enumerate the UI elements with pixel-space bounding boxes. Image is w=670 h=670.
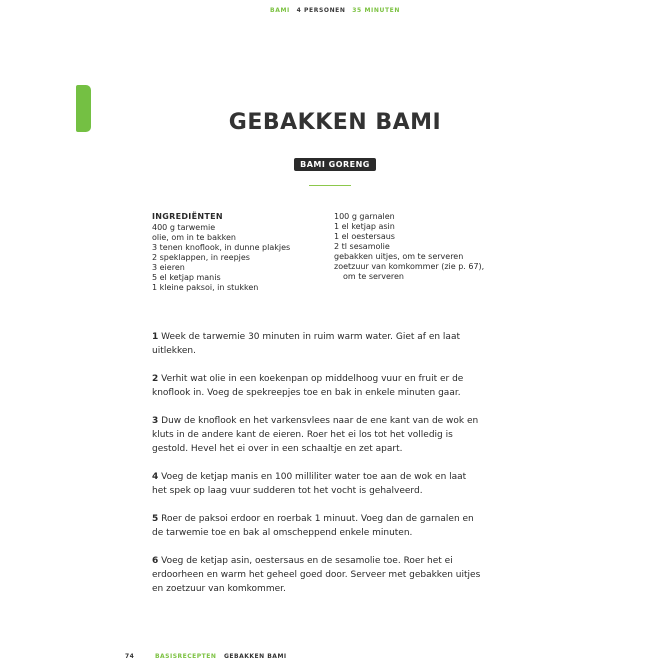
ingredients-heading: INGREDIËNTEN: [152, 212, 223, 221]
step-text: Duw de knoflook en het varkensvlees naar de ene kant van de wok en kluts in de andere kant de eieren. Roer het ei los tot het volledig is gestold. Hevel het ei over in een schaaltje en zet apart.: [152, 416, 479, 454]
step-text: Verhit wat olie in een koekenpan op middelhoog vuur en fruit er de knoflook in. Voeg de spekreepjes toe en bak in enkele minuten gaar.: [152, 374, 464, 398]
method-step: [152, 470, 482, 498]
ingredient-line: 400 g tarwemie: [152, 223, 216, 232]
ingredients-left-column: [152, 212, 332, 293]
step-number: 4: [152, 472, 159, 482]
step-number: 6: [152, 556, 159, 566]
recipe-title: GEBAKKEN BAMI: [228, 110, 442, 135]
method-steps: [152, 321, 482, 610]
subtitle-wrapper: [0, 152, 670, 171]
divider-rule: [309, 185, 351, 186]
ingredient-line: 3 tenen knoflook, in dunne plakjes: [152, 243, 291, 252]
recipe-subtitle-badge: BAMI GORENG: [294, 158, 376, 171]
step-number: 3: [152, 416, 159, 426]
method-step: [152, 512, 482, 540]
step-text: Voeg de ketjap asin, oestersaus en de sesamolie toe. Roer het ei erdoorheen en warm het geheel goed door. Serveer met gebakken uitjes en zoetzuur van komkommer.: [152, 556, 481, 594]
ingredient-line: olie, om in te bakken: [152, 233, 236, 242]
ingredient-line: gebakken uitjes, om te serveren: [334, 252, 464, 261]
ingredient-line: 1 el oestersaus: [334, 232, 395, 241]
footer-recipe: GEBAKKEN BAMI: [223, 653, 287, 660]
ingredient-line: 3 eieren: [152, 263, 185, 272]
header-time: 35 MINUTEN: [352, 7, 400, 14]
ingredient-line: 1 kleine paksoi, in stukken: [152, 283, 259, 292]
step-text: Week de tarwemie 30 minuten in ruim warm water. Giet af en laat uitlekken.: [152, 332, 460, 356]
step-number: 1: [152, 332, 159, 342]
method-step: [152, 330, 482, 358]
step-number: 2: [152, 374, 159, 384]
ingredient-line: 100 g garnalen: [334, 212, 395, 221]
step-text: Roer de paksoi erdoor en roerbak 1 minuut. Voeg dan de garnalen en de tarwemie toe en bak al omscheppend enkele minuten.: [152, 514, 474, 538]
footer-section: BASISRECEPTEN: [154, 653, 217, 660]
ingredient-line: 1 el ketjap asin: [334, 222, 395, 231]
ingredient-line: om te serveren: [343, 272, 404, 281]
ingredient-line: 2 speklappen, in reepjes: [152, 253, 250, 262]
method-step: [152, 554, 482, 596]
page-footer: [125, 653, 287, 660]
running-header: [0, 7, 670, 14]
step-text: Voeg de ketjap manis en 100 milliliter water toe aan de wok en laat het spek op laag vuur sudderen tot het vocht is gehalveerd.: [152, 472, 467, 496]
ingredient-line: 5 el ketjap manis: [152, 273, 221, 282]
header-category: BAMI: [270, 7, 290, 14]
ingredients-right-column: [334, 212, 534, 282]
step-number: 5: [152, 514, 159, 524]
page-number: 74: [125, 653, 135, 660]
ingredient-line: zoetzuur van komkommer (zie p. 67),: [334, 262, 485, 271]
method-step: [152, 372, 482, 400]
header-servings: 4 PERSONEN: [296, 7, 346, 14]
ingredient-line: 2 tl sesamolie: [334, 242, 390, 251]
method-step: [152, 414, 482, 456]
